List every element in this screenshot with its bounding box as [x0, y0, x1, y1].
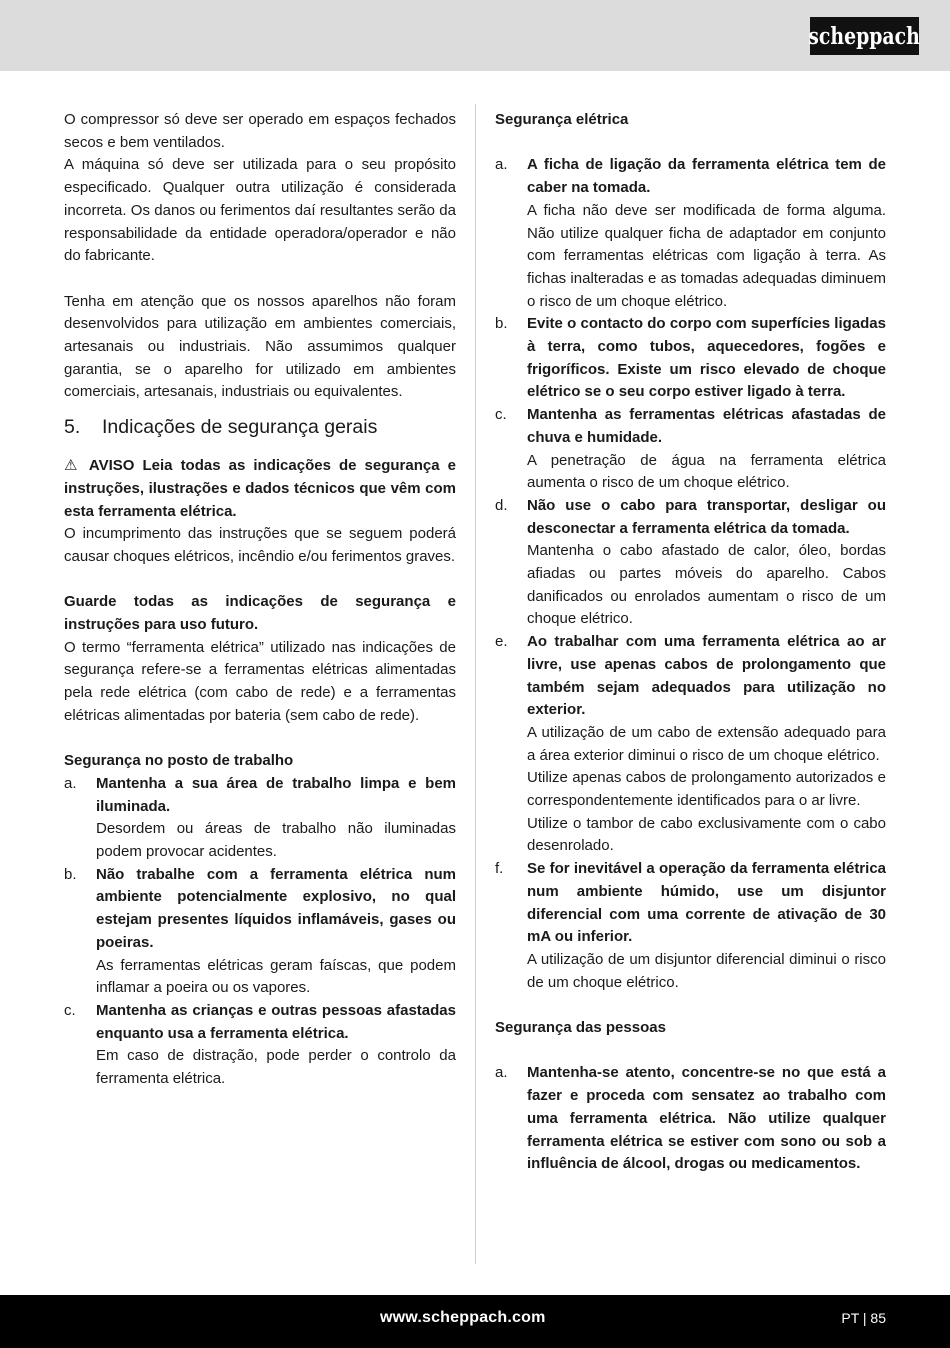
list-item-letter: c.: [495, 406, 507, 424]
list-item-bold: Se for inevitável a operação da ferramenta elétrica num ambiente húmido, use um disjuntor diferencial com uma corrente de ativação de 30 mA ou inferior.: [527, 860, 886, 946]
intro-paragraph-2: A máquina só deve ser utilizada para o seu propósito especificado. Qualquer outra utilização é considerada incorreta. Os danos ou ferimentos daí resultantes serão da responsabilidade da entidade operadora/operador e não do fabricante.: [64, 156, 456, 265]
list-item: [495, 631, 886, 858]
list-item-bold: A ficha de ligação da ferramenta elétrica tem de caber na tomada.: [527, 156, 886, 197]
warning-bold-text: AVISO Leia todas as indicações de segurança e instruções, ilustrações e dados técnicos que vêm com esta ferramenta elétrica.: [64, 457, 456, 520]
list-item-text: Em caso de distração, pode perder o controlo da ferramenta elétrica.: [96, 1047, 456, 1088]
list-item-text: A penetração de água na ferramenta elétrica aumenta o risco de um choque elétrico.: [527, 451, 886, 492]
list-item-letter: b.: [64, 865, 77, 883]
list-item-letter: a.: [64, 774, 77, 792]
list-item-letter: e.: [495, 633, 508, 651]
persons-heading: Segurança das pessoas: [495, 1019, 666, 1037]
page-number: PT | 85: [841, 1310, 886, 1326]
list-item-letter: c.: [64, 1001, 76, 1019]
list-item-letter: b.: [495, 315, 508, 333]
list-item-letter: a.: [495, 156, 508, 174]
footer-website-link[interactable]: www.scheppach.com: [380, 1309, 546, 1326]
list-item: [64, 1000, 456, 1091]
intro-paragraph-3: Tenha em atenção que os nossos aparelhos não foram desenvolvidos para utilização em ambientes comerciais, artesanais ou industriais. Não assumimos qualquer garantia, se o aparelho for utilizado em ambientes comerciais, artesanais, industriais ou equivalentes.: [64, 292, 456, 401]
list-item-text: As ferramentas elétricas geram faíscas, que podem inflamar a poeira ou os vapores.: [96, 956, 456, 997]
list-item: [495, 313, 886, 404]
list-item-letter: d.: [495, 496, 508, 514]
list-item-bold: Mantenha as crianças e outras pessoas afastadas enquanto usa a ferramenta elétrica.: [96, 1001, 456, 1042]
list-item-text: Utilize o tambor de cabo exclusivamente com o cabo desenrolado.: [527, 814, 886, 855]
list-item-bold: Não use o cabo para transportar, desligar ou desconectar a ferramenta elétrica da tomada.: [527, 496, 886, 537]
list-item: [495, 154, 886, 313]
list-item-bold: Ao trabalhar com uma ferramenta elétrica ao ar livre, use apenas cabos de prolongamento que também sejam adequados para utilização no exterior.: [527, 633, 886, 719]
list-item-bold: Não trabalhe com a ferramenta elétrica num ambiente potencialmente explosivo, no qual estejam presentes líquidos inflamáveis, gases ou poeiras.: [96, 865, 456, 951]
list-item: [495, 404, 886, 495]
brand-logo: [810, 17, 919, 55]
list-item: [495, 495, 886, 631]
list-item: [495, 1062, 886, 1176]
list-item-text: A ficha não deve ser modificada de forma alguma. Não utilize qualquer ficha de adaptador em conjunto com ferramentas elétricas com ligação à terra. As fichas inalteradas e as tomadas adequadas diminuem o risco de um choque elétrico.: [527, 201, 886, 310]
section-number: 5.: [64, 416, 81, 439]
keep-instructions-text: O termo “ferramenta elétrica” utilizado nas indicações de segurança refere-se a ferramentas elétricas alimentadas pela rede elétrica (com cabo de rede) e a ferramentas elétricas alimentadas por bateria (sem cabo de rede).: [64, 638, 456, 724]
list-item-text: A utilização de um disjuntor diferencial diminui o risco de um choque elétrico.: [527, 951, 886, 991]
warning-notice: [64, 455, 456, 523]
list-item-text: Desordem ou áreas de trabalho não iluminadas podem provocar acidentes.: [96, 820, 456, 861]
warning-triangle-icon: ⚠: [64, 457, 82, 475]
section-heading: [64, 414, 456, 441]
list-item: [64, 773, 456, 864]
list-item-bold: Mantenha a sua área de trabalho limpa e bem iluminada.: [96, 774, 456, 815]
list-item: [64, 864, 456, 1000]
workplace-heading: Segurança no posto de trabalho: [64, 752, 294, 770]
list-item-bold: Mantenha as ferramentas elétricas afastadas de chuva e humidade.: [527, 406, 886, 446]
list-item-bold: Evite o contacto do corpo com superfícies ligadas à terra, como tubos, aquecedores, fogões e frigoríficos. Existe um risco elevado de choque elétrico se o seu corpo estiver ligado à terra.: [527, 315, 886, 401]
list-item-text: Utilize apenas cabos de prolongamento autorizados e correspondentemente identificados para o ar livre.: [527, 769, 886, 810]
column-divider: [475, 104, 476, 1264]
left-column: [64, 109, 456, 1091]
list-item: [495, 858, 886, 994]
keep-instructions-bold: Guarde todas as indicações de segurança e instruções para uso futuro.: [64, 593, 456, 634]
list-item-letter: a.: [495, 1064, 508, 1082]
intro-paragraph-1: O compressor só deve ser operado em espaços fechados secos e bem ventilados.: [64, 111, 456, 151]
list-item-text: Mantenha o cabo afastado de calor, óleo, bordas afiadas ou partes móveis do aparelho. Cabos danificados ou enrolados aumentam o risco de um choque elétrico.: [527, 542, 886, 628]
section-title: Indicações de segurança gerais: [102, 416, 378, 439]
warning-text: O incumprimento das instruções que se seguem poderá causar choques elétricos, incêndio e/ou ferimentos graves.: [64, 525, 456, 565]
list-item-bold: Mantenha-se atento, concentre-se no que está a fazer e proceda com sensatez ao trabalho com uma ferramenta elétrica. Não utilize qualquer ferramenta elétrica se estiver com sono ou sob a influência de álcool, drogas ou medicamentos.: [527, 1064, 886, 1173]
brand-logo-text: scheppach: [808, 22, 921, 50]
footer-bar: [0, 1295, 950, 1348]
right-column: [495, 109, 886, 1176]
list-item-text: A utilização de um cabo de extensão adequado para a área exterior diminui o risco de um choque elétrico.: [527, 723, 886, 764]
list-item-letter: f.: [495, 860, 504, 878]
electrical-heading: Segurança elétrica: [495, 111, 629, 128]
